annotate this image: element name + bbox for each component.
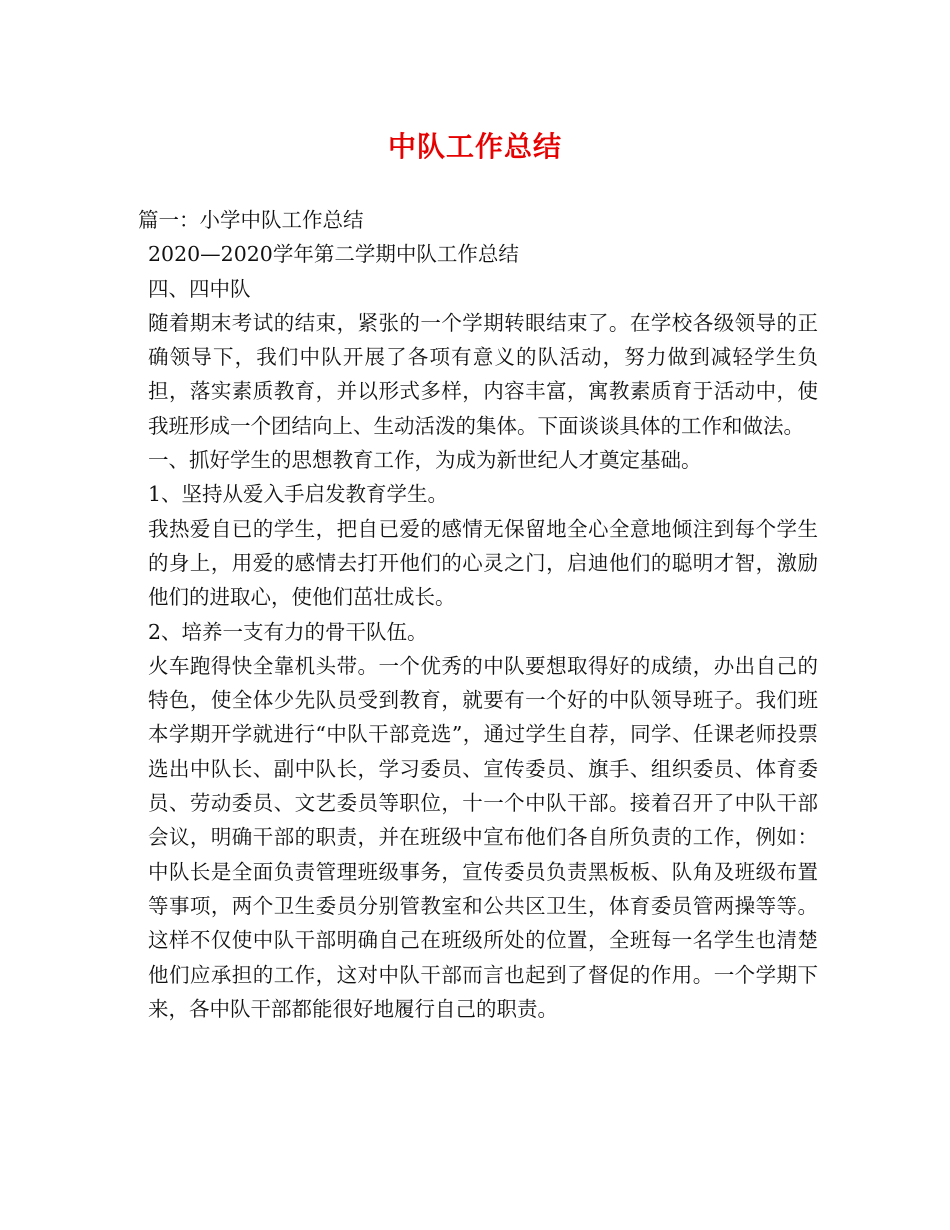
subheading-two: 2、培养一支有力的骨干队伍。 bbox=[148, 619, 428, 644]
document-title: 中队工作总结 bbox=[387, 130, 562, 163]
subtitle-line: 2020—2020学年第二学期中队工作总结 bbox=[148, 242, 519, 267]
heading-one: 一、抓好学生的思想教育工作，为成为新世纪人才奠定基础。 bbox=[148, 448, 702, 473]
intro-paragraph: 随着期末考试的结束，紧张的一个学期转眼结束了。在学校各级领导的正确领导下，我们中队开展了各项有意义的队活动，努力做到减轻学生负担，落实素质教育，并以形式多样，内容丰富，寓教素质育于活动中，使我班形成一个团结向上、生动活泼的集体。下面谈谈具体的工作和做法。 bbox=[148, 310, 818, 438]
document-body bbox=[138, 203, 818, 1026]
section-heading: 篇一：小学中队工作总结 bbox=[138, 208, 364, 232]
class-name-line: 四、四中队 bbox=[148, 276, 251, 301]
subheading-one: 1、坚持从爱入手启发教育学生。 bbox=[148, 482, 449, 507]
cadre-paragraph: 火车跑得快全靠机头带。一个优秀的中队要想取得好的成绩，办出自己的特色，使全体少先队员受到教育，就要有一个好的中队领导班子。我们班本学期开学就进行“中队干部竞选”，通过学生自荐，同学、任课老师投票选出中队长、副中队长，学习委员、宣传委员、旗手、组织委员、体育委员、劳动委员、文艺委员等职位，十一个中队干部。接着召开了中队干部会议，明确干部的职责，并在班级中宣布他们各自所负责的工作，例如：中队长是全面负责管理班级事务，宣传委员负责黑板板、队角及班级布置等事项，两个卫生委员分别管教室和公共区卫生，体育委员管两操等等。这样不仅使中队干部明确自己在班级所处的位置，全班每一名学生也清楚他们应承担的工作，这对中队干部而言也起到了督促的作用。一个学期下来，各中队干部都能很好地履行自己的职责。 bbox=[148, 653, 818, 1021]
love-paragraph: 我热爱自已的学生，把自已爱的感情无保留地全心全意地倾注到每个学生的身上，用爱的感情去打开他们的心灵之门，启迪他们的聪明才智，激励他们的进取心，使他们茁壮成长。 bbox=[148, 516, 818, 610]
